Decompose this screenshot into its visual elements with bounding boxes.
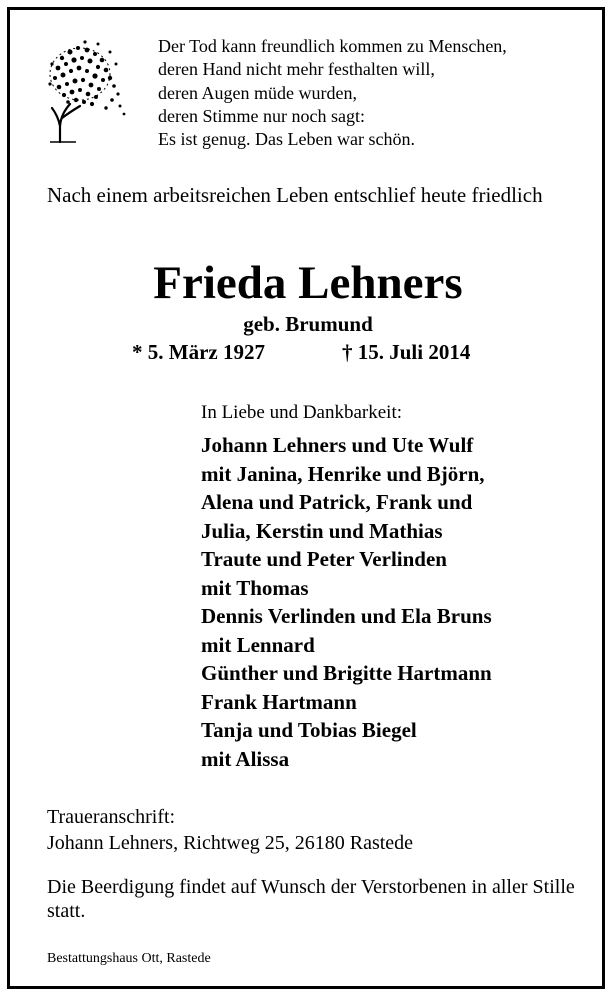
mourner-line: Frank Hartmann xyxy=(201,689,357,714)
mourners-heading: In Liebe und Dankbarkeit: xyxy=(201,402,403,423)
poem-line: deren Stimme nur noch sagt: xyxy=(158,105,365,126)
mourners-list xyxy=(201,431,492,773)
burial-note: Die Beerdigung findet auf Wunsch der Verstorbenen in aller Stille statt. xyxy=(47,876,575,922)
mourner-line: Johann Lehners und Ute Wulf xyxy=(201,433,474,457)
poem-line: Es ist genug. Das Leben war schön. xyxy=(158,129,415,150)
mourner-line: Traute und Peter Verlinden xyxy=(201,547,447,571)
poem-line: deren Hand nicht mehr festhalten will, xyxy=(158,59,435,80)
mourner-line: mit Thomas xyxy=(201,575,309,600)
address-value: Johann Lehners, Richtweg 25, 26180 Rastede xyxy=(47,832,414,854)
birth-date: * 5. März 1927 xyxy=(132,340,265,364)
mourner-line: Tanja und Tobias Biegel xyxy=(201,718,417,742)
poem-line: deren Augen müde wurden, xyxy=(158,82,357,103)
mourner-line: Julia, Kerstin und Mathias xyxy=(201,518,443,543)
mourner-line: mit Lennard xyxy=(201,632,315,657)
address-label: Traueranschrift: xyxy=(47,806,176,828)
intro-text: Nach einem arbeitsreichen Leben entschlief heute friedlich xyxy=(47,183,543,207)
mourner-line: mit Janina, Henrike und Björn, xyxy=(201,461,485,486)
poem xyxy=(158,35,507,151)
mourner-line: Dennis Verlinden und Ela Bruns xyxy=(201,604,492,628)
death-date: † 15. Juli 2014 xyxy=(342,340,471,364)
poem-line: Der Tod kann freundlich kommen zu Menschen, xyxy=(158,36,507,56)
maiden-name: geb. Brumund xyxy=(243,312,373,336)
undertaker: Bestattungshaus Ott, Rastede xyxy=(47,951,211,966)
tree-icon xyxy=(40,34,132,146)
deceased-name: Frieda Lehners xyxy=(153,257,463,309)
mourner-line: mit Alissa xyxy=(201,746,290,771)
mourner-line: Alena und Patrick, Frank und xyxy=(201,490,473,514)
mourner-line: Günther und Brigitte Hartmann xyxy=(201,661,492,685)
